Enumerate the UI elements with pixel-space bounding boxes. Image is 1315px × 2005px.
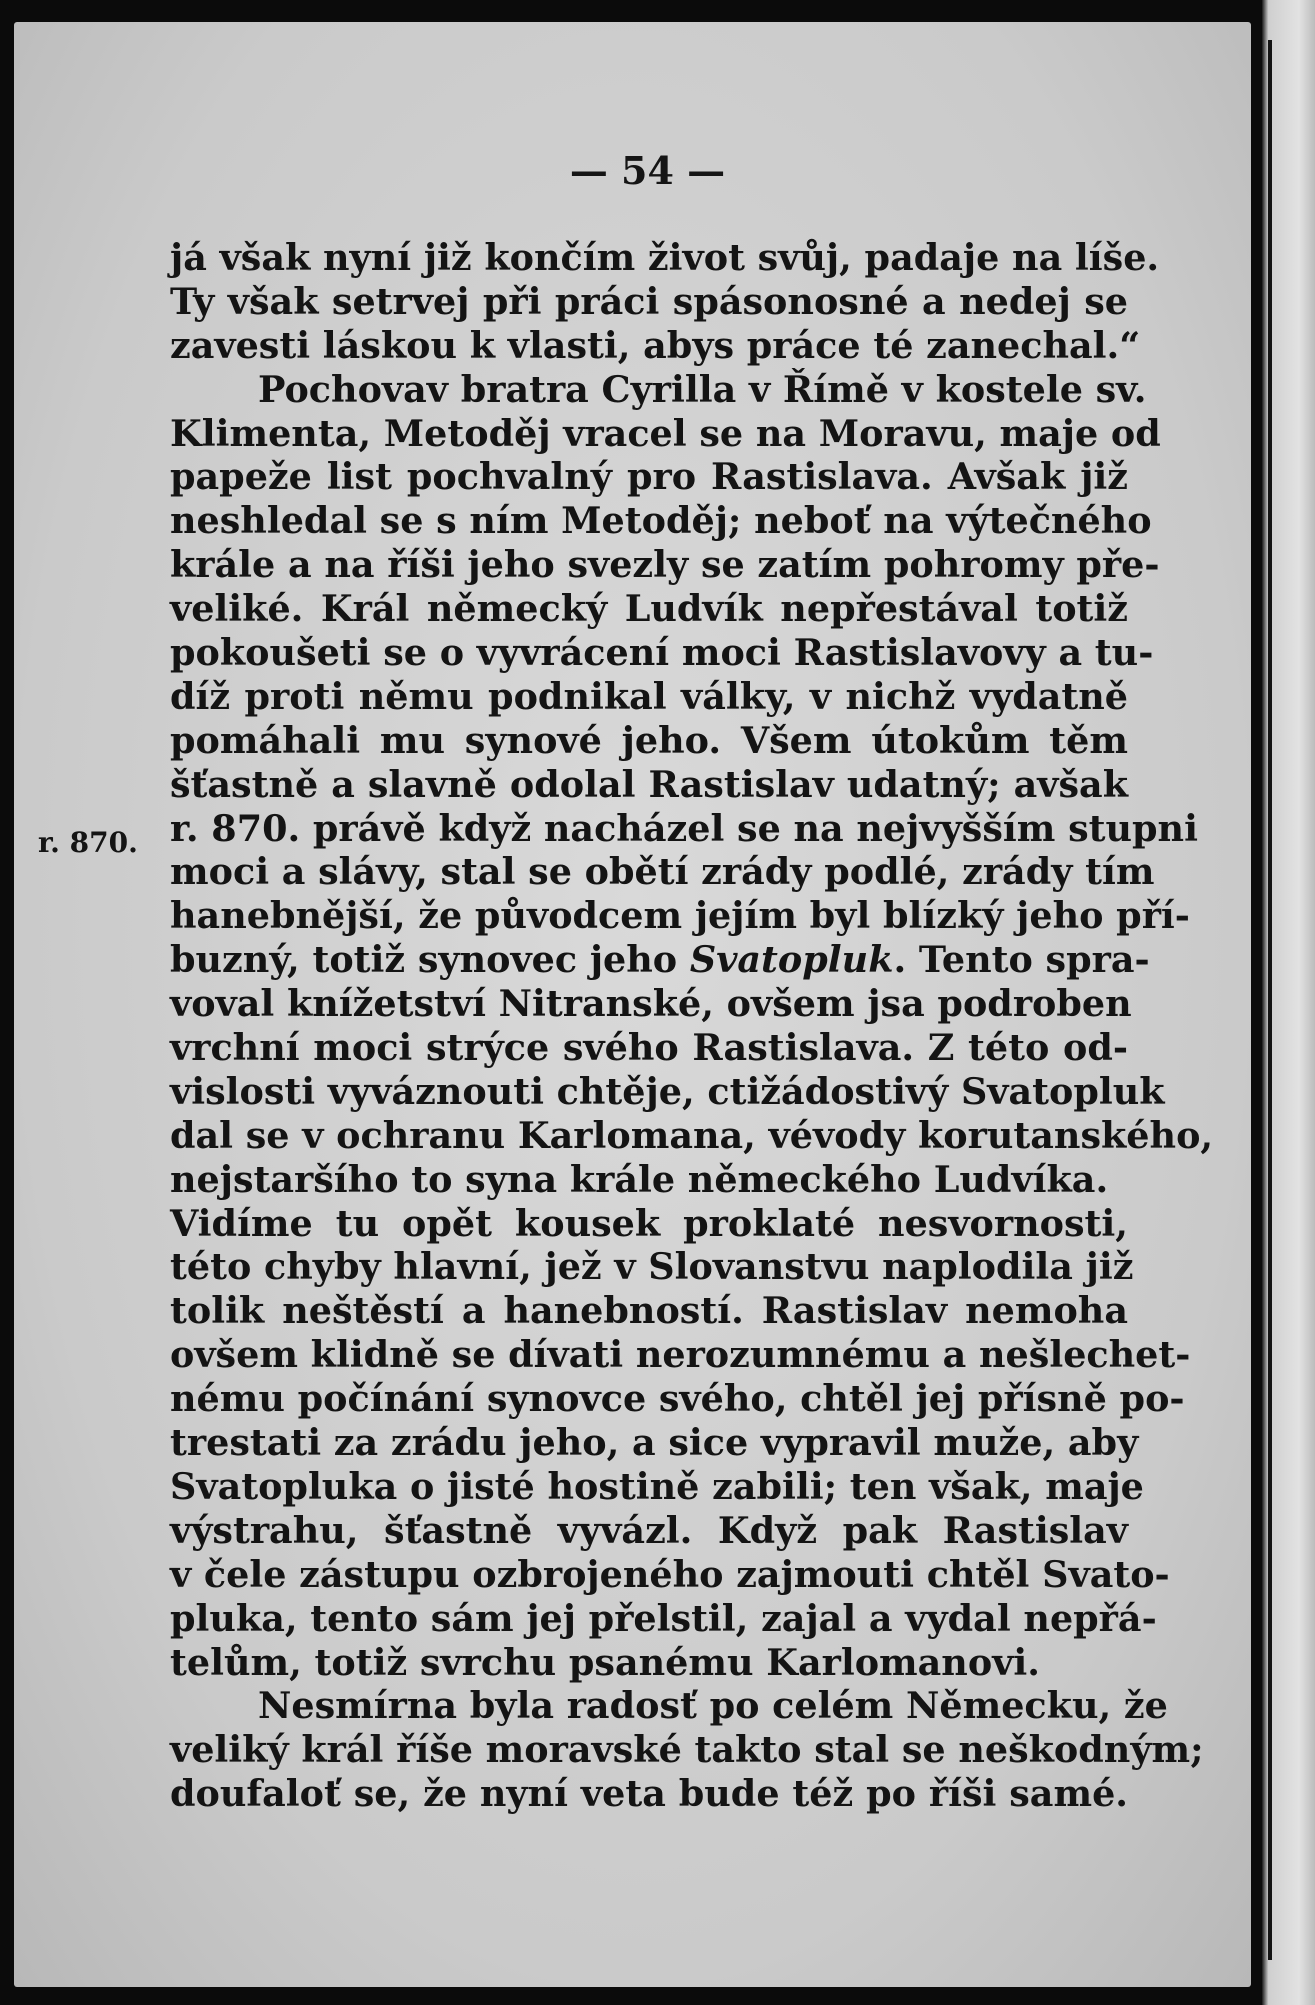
text-line: pomáhali mu synové jeho. Všem útokům těm <box>170 718 1128 762</box>
body-text <box>170 236 1214 1816</box>
text-line: pokoušeti se o vyvrácení moci Rastislavovy a tu- <box>170 631 1154 675</box>
text-line: vislosti vyváznouti chtěje, ctižádostivý Svatopluk <box>170 1069 1165 1113</box>
text-line: hanebnější, že původcem jejím byl blízký jeho pří- <box>170 894 1190 938</box>
text-line-start: buzný, totiž synovec jeho Svatopluk. Tento spra- <box>170 938 1150 982</box>
text-line: Ty však setrvej při práci spásonosné a nedej se <box>170 279 1128 323</box>
page-number: — 54 — <box>569 148 726 193</box>
text-line: ovšem klidně se dívati nerozumnému a nešlechet- <box>170 1333 1191 1377</box>
text-line: moci a slávy, stal se obětí zrády podlé, zrády tím <box>170 850 1155 894</box>
text-line: r. 870. právě když nacházel se na nejvyšším stupni <box>170 806 1198 850</box>
text-line: vrchní moci strýce svého Rastislava. Z této od- <box>170 1026 1128 1070</box>
text-line <box>170 938 1150 982</box>
text-line: veliké. Král německý Ludvík nepřestával totiž <box>170 587 1128 631</box>
text-line: výstrahu, šťastně vyvázl. Když pak Rastislav <box>170 1508 1128 1552</box>
text-line: nejstaršího to syna krále německého Ludvíka. <box>170 1157 1109 1201</box>
text-line: Klimenta, Metoděj vracel se na Moravu, maje od <box>170 411 1161 455</box>
text-line: trestati za zrádu jeho, a sice vypravil muže, aby <box>170 1421 1139 1465</box>
text-line: v čele zástupu ozbrojeného zajmouti chtěl Svato- <box>170 1552 1170 1596</box>
margin-note-year: r. 870. <box>38 826 138 859</box>
text-line: já však nyní již končím život svůj, padaje na líše. <box>170 236 1160 279</box>
text-line: Nesmírna byla radosť po celém Německu, že <box>258 1684 1168 1728</box>
text-line: telům, totiž svrchu psanému Karlomanovi. <box>170 1640 1040 1684</box>
text-line: papeže list pochvalný pro Rastislava. Avšak již <box>170 455 1128 499</box>
text-line: krále a na říši jeho svezly se zatím pohromy pře- <box>170 543 1160 587</box>
text-line: pluka, tento sám jej přelstil, zajal a vydal nepřá- <box>170 1596 1157 1640</box>
text-line: díž proti němu podnikal války, v nichž vydatně <box>170 674 1128 718</box>
text-line: voval knížetství Nitranské, ovšem jsa podroben <box>170 982 1132 1026</box>
text-line: nému počínání synovce svého, chtěl jej přísně po- <box>170 1377 1185 1421</box>
text-line: veliký král říše moravské takto stal se neškodným; <box>170 1728 1204 1772</box>
text-line: Pochovav bratra Cyrilla v Římě v kostele sv. <box>258 367 1147 411</box>
text-line: zavesti láskou k vlasti, abys práce té zanechal.“ <box>170 323 1141 367</box>
text-line: doufaloť se, že nyní veta bude též po říši samé. <box>170 1772 1128 1816</box>
text-line: Vidíme tu opět kousek proklaté nesvornosti, <box>170 1201 1128 1245</box>
text-line: této chyby hlavní, jež v Slovanstvu naplodila již <box>170 1245 1134 1289</box>
text-line: šťastně a slavně odolal Rastislav udatný; avšak <box>170 762 1128 806</box>
text-line: Svatopluka o jisté hostině zabili; ten však, maje <box>170 1464 1144 1508</box>
text-line: dal se v ochranu Karlomana, vévody korutanského, <box>170 1113 1214 1157</box>
text-line: neshledal se s ním Metoděj; neboť na výtečného <box>170 499 1152 543</box>
text-line: tolik neštěstí a hanebností. Rastislav nemoha <box>170 1289 1128 1333</box>
binding-rule <box>1268 40 1272 1960</box>
